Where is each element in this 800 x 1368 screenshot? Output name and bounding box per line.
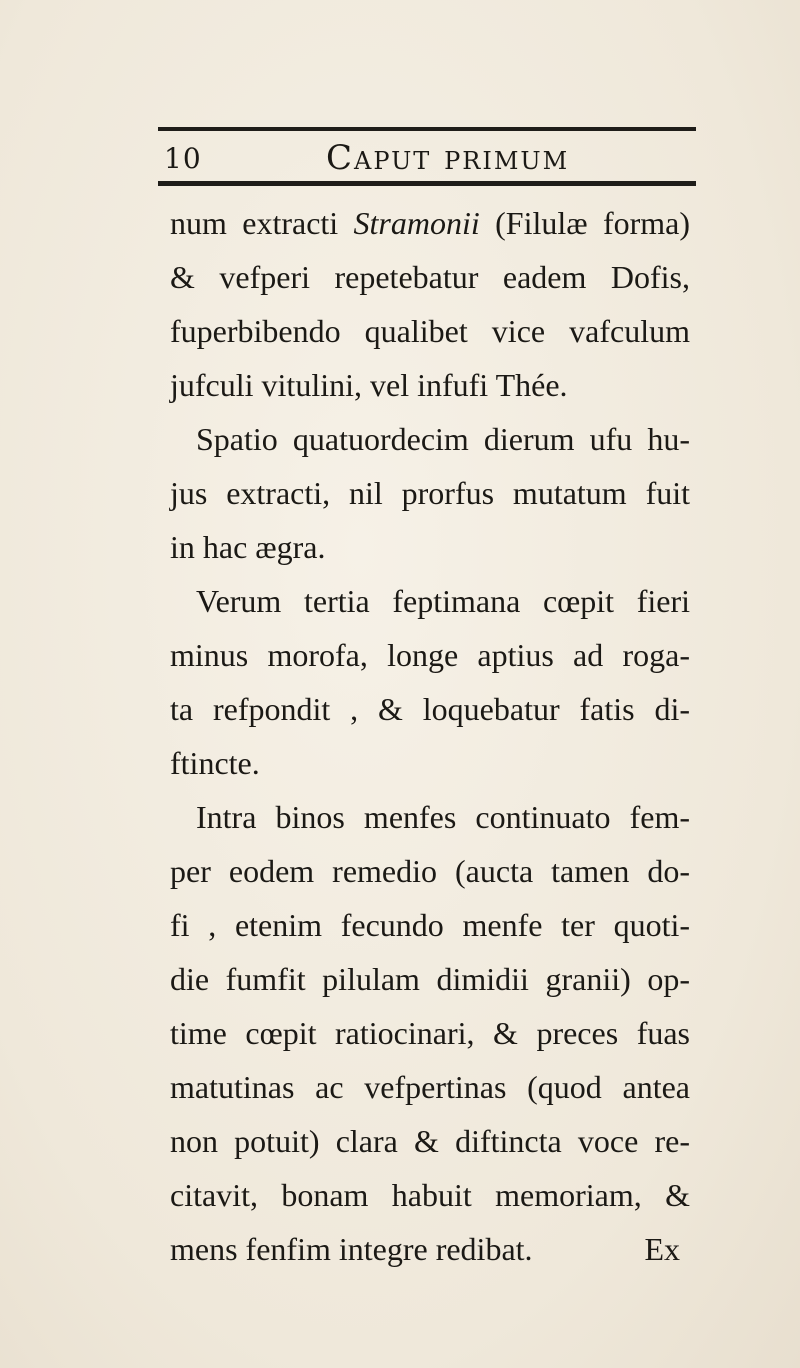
text-line: num extracti Stramonii (Filulæ forma) (170, 205, 690, 241)
header-rule-bottom (158, 181, 696, 186)
text-line: & vefperi repetebatur eadem Dofis, (170, 259, 690, 295)
page-header (158, 138, 696, 178)
text-line: ftincte. (170, 745, 260, 781)
text-line: Intra binos menfes continuato fem- (196, 799, 690, 835)
text-line: die fumfit pilulam dimidii granii) op- (170, 961, 690, 997)
text-line: time cœpit ratiocinari, & preces fuas (170, 1015, 690, 1051)
italic-term: Stramonii (353, 205, 480, 241)
running-head: Caput primum (326, 138, 570, 178)
text-line: fuperbibendo qualibet vice vafculum (170, 313, 690, 349)
text-line: jufculi vitulini, vel infufi Thée. (170, 367, 568, 403)
text-line: non potuit) clara & diftincta voce re- (170, 1123, 690, 1159)
text-line: citavit, bonam habuit memoriam, & (170, 1177, 690, 1213)
text-line: Verum tertia feptimana cœpit fieri (196, 583, 690, 619)
text-line: mens fenfim integre redibat. Ex (170, 1222, 690, 1276)
text-line: in hac ægra. (170, 529, 326, 565)
body-text (170, 196, 690, 1276)
page-number: 10 (164, 142, 202, 175)
text-line: per eodem remedio (aucta tamen do- (170, 853, 690, 889)
text-line: fi , etenim fecundo menfe ter quoti- (170, 907, 690, 943)
text-line: minus morofa, longe aptius ad roga- (170, 637, 690, 673)
text-line: ta refpondit , & loquebatur fatis di- (170, 691, 690, 727)
text-line: Spatio quatuordecim dierum ufu hu- (196, 421, 690, 457)
text-line: jus extracti, nil prorfus mutatum fuit (170, 475, 690, 511)
text-line: matutinas ac vefpertinas (quod antea (170, 1069, 690, 1105)
header-rule-top (158, 127, 696, 131)
catchword: Ex (644, 1231, 680, 1267)
